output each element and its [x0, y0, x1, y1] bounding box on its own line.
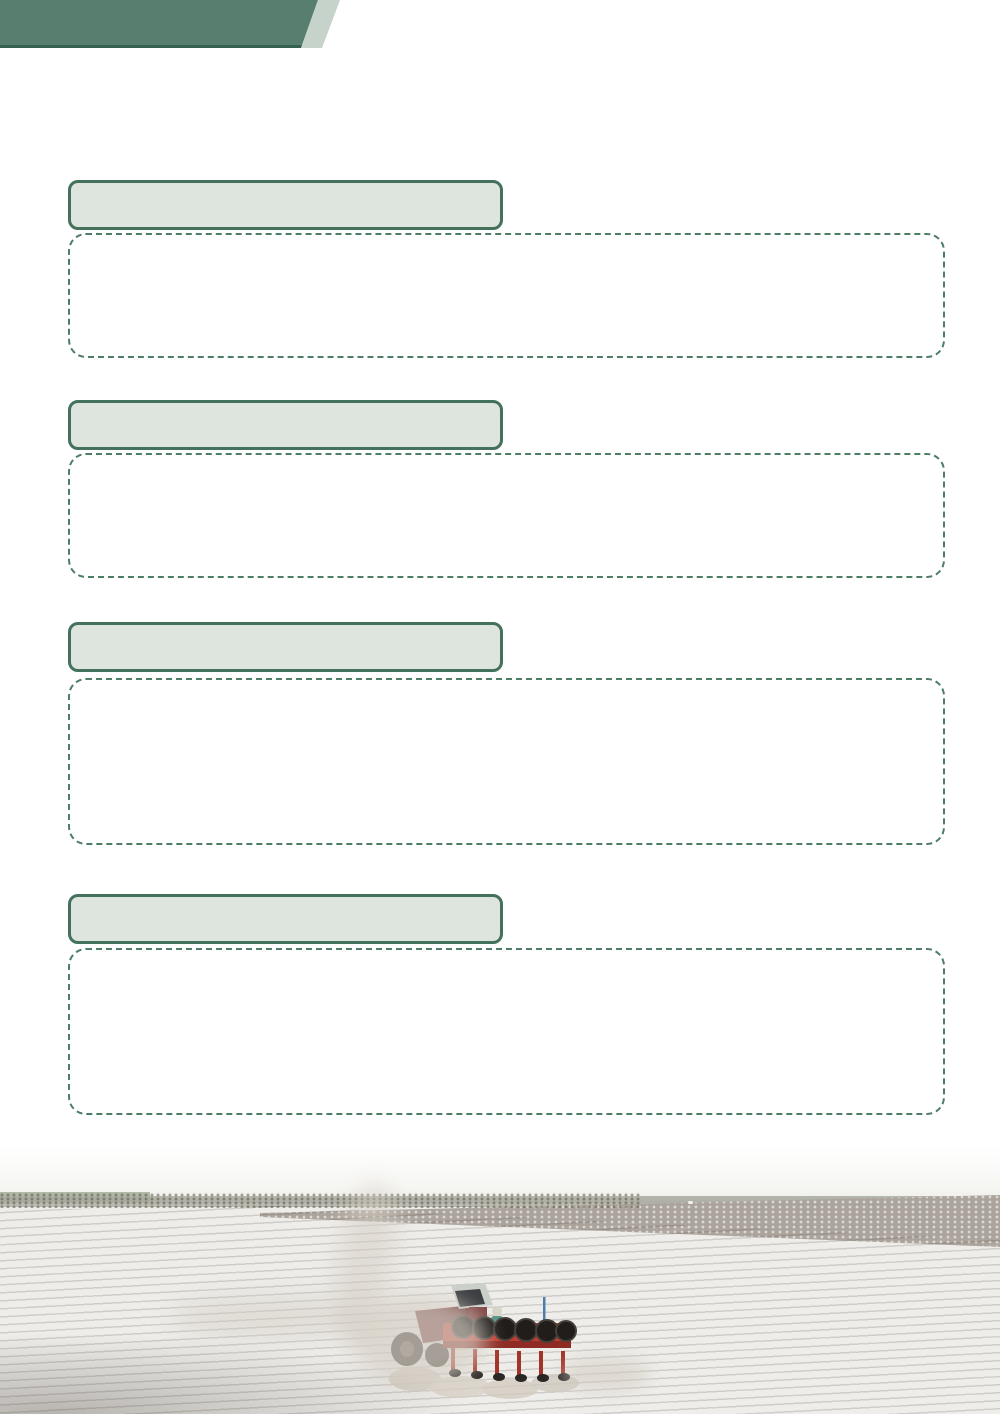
section-body-occupy-compensate-principle	[68, 678, 945, 845]
photo-vignette	[0, 1204, 1000, 1414]
section-body-basic-farmland-zoning	[68, 233, 945, 358]
top-banner-decoration	[0, 0, 360, 48]
section-body-high-yield-farmland	[68, 453, 945, 578]
section-header-strict-protection	[68, 894, 503, 944]
field-photo	[0, 1146, 1000, 1414]
section-header-high-yield-farmland	[68, 400, 503, 450]
section-header-occupy-compensate-principle	[68, 622, 503, 672]
section-header-basic-farmland-zoning	[68, 180, 503, 230]
section-body-strict-protection	[68, 948, 945, 1115]
